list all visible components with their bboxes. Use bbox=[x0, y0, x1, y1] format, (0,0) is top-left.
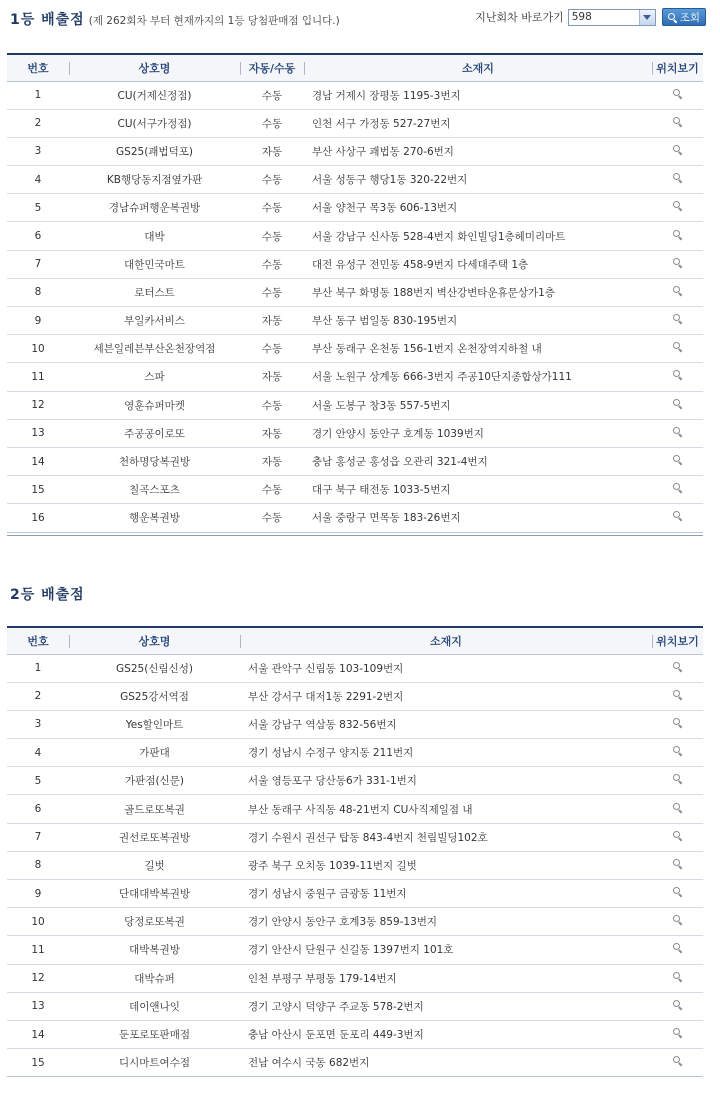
location-view-button[interactable] bbox=[652, 137, 703, 165]
pick-type: 수동 bbox=[240, 222, 304, 250]
store-address: 경기 안산시 단원구 신길동 1397번지 101호 bbox=[240, 936, 652, 964]
pick-type: 수동 bbox=[240, 166, 304, 194]
second-prize-title bbox=[10, 584, 85, 604]
store-address: 경기 성남시 중원구 금광동 11번지 bbox=[240, 880, 652, 908]
store-name: GS25강서역점 bbox=[69, 682, 240, 710]
table-row bbox=[7, 166, 703, 194]
table-row bbox=[7, 504, 703, 532]
store-name: CU(거제신정점) bbox=[69, 81, 240, 109]
magnifier-icon[interactable] bbox=[673, 511, 683, 521]
magnifier-icon[interactable] bbox=[673, 117, 683, 127]
location-view-button[interactable] bbox=[652, 936, 703, 964]
magnifier-icon[interactable] bbox=[673, 662, 683, 672]
store-address: 경기 안양시 동안구 호계동 1039번지 bbox=[304, 419, 652, 447]
header-map: 위치보기 bbox=[652, 627, 703, 654]
row-number: 7 bbox=[7, 250, 69, 278]
store-name: 둔포로또판매점 bbox=[69, 1020, 240, 1048]
header-addr: 소재지 bbox=[304, 54, 652, 81]
magnifier-icon[interactable] bbox=[673, 230, 683, 240]
store-name: 스파 bbox=[69, 363, 240, 391]
table-row bbox=[7, 363, 703, 391]
row-number: 9 bbox=[7, 307, 69, 335]
magnifier-icon[interactable] bbox=[673, 258, 683, 268]
row-number: 10 bbox=[7, 335, 69, 363]
magnifier-icon[interactable] bbox=[673, 746, 683, 756]
store-name: 대박슈퍼 bbox=[69, 964, 240, 992]
first-table-bottom-rule bbox=[7, 535, 703, 536]
store-address: 서울 관악구 신림동 103-109번지 bbox=[240, 654, 652, 682]
first-prize-note: (제 262회차 부터 현재까지의 1등 당첨판매점 입니다.) bbox=[88, 15, 340, 27]
table-row bbox=[7, 194, 703, 222]
table-row bbox=[7, 222, 703, 250]
magnifier-icon[interactable] bbox=[673, 89, 683, 99]
magnifier-icon[interactable] bbox=[673, 455, 683, 465]
pick-type: 자동 bbox=[240, 307, 304, 335]
magnifier-icon[interactable] bbox=[673, 831, 683, 841]
store-name: 세븐일레븐부산온천장역점 bbox=[69, 335, 240, 363]
pick-type: 수동 bbox=[240, 81, 304, 109]
chevron-down-icon[interactable] bbox=[639, 10, 655, 25]
table-row bbox=[7, 654, 703, 682]
row-number: 12 bbox=[7, 391, 69, 419]
store-address: 부산 사상구 괘법동 270-6번지 bbox=[304, 137, 652, 165]
row-number: 4 bbox=[7, 166, 69, 194]
store-name: 가판대 bbox=[69, 739, 240, 767]
location-view-button[interactable] bbox=[652, 1020, 703, 1048]
location-view-button[interactable] bbox=[652, 504, 703, 532]
magnifier-icon[interactable] bbox=[673, 972, 683, 982]
magnifier-icon[interactable] bbox=[673, 173, 683, 183]
header-addr: 소재지 bbox=[240, 627, 652, 654]
magnifier-icon[interactable] bbox=[673, 915, 683, 925]
store-address: 부산 동래구 온천동 156-1번지 온천장역지하철 내 bbox=[304, 335, 652, 363]
row-number: 3 bbox=[7, 710, 69, 738]
table-row bbox=[7, 250, 703, 278]
magnifier-icon[interactable] bbox=[673, 201, 683, 211]
location-view-button[interactable] bbox=[652, 109, 703, 137]
store-address: 서울 강남구 역삼동 832-56번지 bbox=[240, 710, 652, 738]
store-address: 경기 고양시 덕양구 주교동 578-2번지 bbox=[240, 992, 652, 1020]
store-address: 인천 서구 가정동 527-27번지 bbox=[304, 109, 652, 137]
location-view-button[interactable] bbox=[652, 250, 703, 278]
store-address: 경남 거제시 장평동 1195-3번지 bbox=[304, 81, 652, 109]
row-number: 15 bbox=[7, 1049, 69, 1077]
store-name: 칠곡스포츠 bbox=[69, 476, 240, 504]
row-number: 4 bbox=[7, 739, 69, 767]
magnifier-icon[interactable] bbox=[673, 427, 683, 437]
location-view-button[interactable] bbox=[652, 278, 703, 306]
pick-type: 자동 bbox=[240, 137, 304, 165]
pick-type: 수동 bbox=[240, 476, 304, 504]
location-view-button[interactable] bbox=[652, 739, 703, 767]
row-number: 5 bbox=[7, 767, 69, 795]
pick-type: 자동 bbox=[240, 419, 304, 447]
location-view-button[interactable] bbox=[652, 194, 703, 222]
pick-type: 수동 bbox=[240, 335, 304, 363]
table-row bbox=[7, 335, 703, 363]
row-number: 15 bbox=[7, 476, 69, 504]
store-address: 부산 동구 범일동 830-195번지 bbox=[304, 307, 652, 335]
table-row bbox=[7, 964, 703, 992]
location-view-button[interactable] bbox=[652, 880, 703, 908]
table-row bbox=[7, 851, 703, 879]
table-row bbox=[7, 307, 703, 335]
location-view-button[interactable] bbox=[652, 307, 703, 335]
pick-type: 수동 bbox=[240, 504, 304, 532]
magnifier-icon[interactable] bbox=[673, 1028, 683, 1038]
magnifier-icon[interactable] bbox=[673, 859, 683, 869]
location-view-button[interactable] bbox=[652, 964, 703, 992]
store-name: 당정로또복권 bbox=[69, 908, 240, 936]
location-view-button[interactable] bbox=[652, 654, 703, 682]
location-view-button[interactable] bbox=[652, 81, 703, 109]
store-address: 서울 성동구 행당1동 320-22번지 bbox=[304, 166, 652, 194]
store-address: 서울 노원구 상계동 666-3번지 주공10단지종합상가111 bbox=[304, 363, 652, 391]
first-prize-title bbox=[10, 9, 340, 29]
store-address: 서울 강남구 신사동 528-4번지 화인빌딩1층헤미리마트 bbox=[304, 222, 652, 250]
store-address: 전남 여수시 국동 682번지 bbox=[240, 1049, 652, 1077]
store-name: 천하명당복권방 bbox=[69, 447, 240, 475]
table-row bbox=[7, 710, 703, 738]
row-number: 1 bbox=[7, 654, 69, 682]
store-address: 대구 북구 태전동 1033-5번지 bbox=[304, 476, 652, 504]
store-address: 부산 북구 화명동 188번지 벽산강변타운휴문상가1층 bbox=[304, 278, 652, 306]
round-select-value: 598 bbox=[571, 11, 592, 23]
magnifier-icon[interactable] bbox=[673, 718, 683, 728]
location-view-button[interactable] bbox=[652, 419, 703, 447]
row-number: 6 bbox=[7, 222, 69, 250]
location-view-button[interactable] bbox=[652, 476, 703, 504]
location-view-button[interactable] bbox=[652, 710, 703, 738]
table-row bbox=[7, 278, 703, 306]
table-row bbox=[7, 823, 703, 851]
table-row bbox=[7, 81, 703, 109]
search-button-label: 조회 bbox=[679, 11, 700, 24]
magnifier-icon[interactable] bbox=[673, 483, 683, 493]
magnifier-icon[interactable] bbox=[673, 1000, 683, 1010]
table-row bbox=[7, 908, 703, 936]
store-address: 서울 양천구 목3동 606-13번지 bbox=[304, 194, 652, 222]
store-address: 경기 성남시 수정구 양지동 211번지 bbox=[240, 739, 652, 767]
magnifier-icon[interactable] bbox=[673, 774, 683, 784]
location-view-button[interactable] bbox=[652, 166, 703, 194]
row-number: 14 bbox=[7, 447, 69, 475]
table-row bbox=[7, 682, 703, 710]
magnifier-icon[interactable] bbox=[673, 690, 683, 700]
header-name: 상호명 bbox=[69, 54, 240, 81]
row-number: 13 bbox=[7, 419, 69, 447]
magnifier-icon[interactable] bbox=[673, 314, 683, 324]
store-name: 가판점(신문) bbox=[69, 767, 240, 795]
store-name: 권선로또복권방 bbox=[69, 823, 240, 851]
first-prize-table bbox=[7, 53, 703, 533]
row-number: 8 bbox=[7, 278, 69, 306]
store-name: 로터스트 bbox=[69, 278, 240, 306]
store-address: 충남 홍성군 홍성읍 오관리 321-4번지 bbox=[304, 447, 652, 475]
location-view-button[interactable] bbox=[652, 391, 703, 419]
row-number: 16 bbox=[7, 504, 69, 532]
store-name: 경남슈퍼행운복권방 bbox=[69, 194, 240, 222]
row-number: 2 bbox=[7, 682, 69, 710]
magnifier-icon[interactable] bbox=[673, 399, 683, 409]
store-name: 행운복권방 bbox=[69, 504, 240, 532]
past-round-label: 지난회차 바로가기 bbox=[475, 11, 564, 24]
table-row bbox=[7, 767, 703, 795]
store-name: CU(서구가정점) bbox=[69, 109, 240, 137]
row-number: 7 bbox=[7, 823, 69, 851]
pick-type: 수동 bbox=[240, 109, 304, 137]
pick-type: 수동 bbox=[240, 250, 304, 278]
table-row bbox=[7, 739, 703, 767]
location-view-button[interactable] bbox=[652, 335, 703, 363]
search-icon bbox=[668, 13, 677, 22]
location-view-button[interactable] bbox=[652, 823, 703, 851]
row-number: 3 bbox=[7, 137, 69, 165]
second-prize-heading: 2등 배출점 bbox=[10, 587, 85, 603]
store-name: 단대대박복권방 bbox=[69, 880, 240, 908]
store-name: 부일카서비스 bbox=[69, 307, 240, 335]
store-address: 경기 안양시 동안구 호계3동 859-13번지 bbox=[240, 908, 652, 936]
store-name: Yes할인마트 bbox=[69, 710, 240, 738]
location-view-button[interactable] bbox=[652, 1049, 703, 1077]
table-row bbox=[7, 419, 703, 447]
round-select[interactable] bbox=[568, 9, 656, 26]
table-row bbox=[7, 795, 703, 823]
magnifier-icon[interactable] bbox=[673, 943, 683, 953]
row-number: 11 bbox=[7, 363, 69, 391]
store-name: 대박 bbox=[69, 222, 240, 250]
magnifier-icon[interactable] bbox=[673, 887, 683, 897]
header-no: 번호 bbox=[7, 54, 69, 81]
table-row bbox=[7, 1049, 703, 1077]
location-view-button[interactable] bbox=[652, 992, 703, 1020]
header-map: 위치보기 bbox=[652, 54, 703, 81]
store-name: GS25(신림신성) bbox=[69, 654, 240, 682]
store-address: 광주 북구 오치동 1039-11번지 길벗 bbox=[240, 851, 652, 879]
pick-type: 수동 bbox=[240, 194, 304, 222]
search-button[interactable] bbox=[662, 8, 706, 26]
store-address: 경기 수원시 권선구 탑동 843-4번지 천림빌딩102호 bbox=[240, 823, 652, 851]
magnifier-icon[interactable] bbox=[673, 145, 683, 155]
header-type: 자동/수동 bbox=[240, 54, 304, 81]
table-row bbox=[7, 1020, 703, 1048]
row-number: 10 bbox=[7, 908, 69, 936]
row-number: 12 bbox=[7, 964, 69, 992]
table-row bbox=[7, 137, 703, 165]
first-prize-heading: 1등 배출점 bbox=[10, 12, 85, 28]
magnifier-icon[interactable] bbox=[673, 286, 683, 296]
table-row bbox=[7, 992, 703, 1020]
row-number: 13 bbox=[7, 992, 69, 1020]
magnifier-icon[interactable] bbox=[673, 370, 683, 380]
pick-type: 자동 bbox=[240, 363, 304, 391]
magnifier-icon[interactable] bbox=[673, 803, 683, 813]
pick-type: 수동 bbox=[240, 391, 304, 419]
store-address: 서울 중랑구 면목동 183-26번지 bbox=[304, 504, 652, 532]
location-view-button[interactable] bbox=[652, 795, 703, 823]
row-number: 5 bbox=[7, 194, 69, 222]
location-view-button[interactable] bbox=[652, 363, 703, 391]
location-view-button[interactable] bbox=[652, 908, 703, 936]
pick-type: 자동 bbox=[240, 447, 304, 475]
location-view-button[interactable] bbox=[652, 447, 703, 475]
table-row bbox=[7, 447, 703, 475]
store-name: 대박복권방 bbox=[69, 936, 240, 964]
table-header-row bbox=[7, 54, 703, 81]
location-view-button[interactable] bbox=[652, 767, 703, 795]
store-name: 주공공이로또 bbox=[69, 419, 240, 447]
store-name: 길벗 bbox=[69, 851, 240, 879]
row-number: 8 bbox=[7, 851, 69, 879]
second-prize-table bbox=[7, 626, 703, 1077]
store-name: GS25(괘법덕포) bbox=[69, 137, 240, 165]
store-name: 대한민국마트 bbox=[69, 250, 240, 278]
row-number: 9 bbox=[7, 880, 69, 908]
table-row bbox=[7, 109, 703, 137]
row-number: 14 bbox=[7, 1020, 69, 1048]
store-name: 골드로또복권 bbox=[69, 795, 240, 823]
past-round-selector bbox=[475, 8, 706, 26]
table-row bbox=[7, 391, 703, 419]
row-number: 1 bbox=[7, 81, 69, 109]
table-row bbox=[7, 936, 703, 964]
table-header-row bbox=[7, 627, 703, 654]
store-address: 서울 영등포구 당산동6가 331-1번지 bbox=[240, 767, 652, 795]
location-view-button[interactable] bbox=[652, 851, 703, 879]
store-address: 부산 동래구 사직동 48-21번지 CU사직제일점 내 bbox=[240, 795, 652, 823]
store-name: 영훈슈퍼마켓 bbox=[69, 391, 240, 419]
store-name: 디시마트여수점 bbox=[69, 1049, 240, 1077]
row-number: 6 bbox=[7, 795, 69, 823]
location-view-button[interactable] bbox=[652, 222, 703, 250]
row-number: 11 bbox=[7, 936, 69, 964]
location-view-button[interactable] bbox=[652, 682, 703, 710]
pick-type: 수동 bbox=[240, 278, 304, 306]
store-address: 인천 부평구 부평동 179-14번지 bbox=[240, 964, 652, 992]
magnifier-icon[interactable] bbox=[673, 1056, 683, 1066]
store-address: 충남 아산시 둔포면 둔포리 449-3번지 bbox=[240, 1020, 652, 1048]
magnifier-icon[interactable] bbox=[673, 342, 683, 352]
store-address: 대전 유성구 전민동 458-9번지 다세대주택 1층 bbox=[304, 250, 652, 278]
store-address: 부산 강서구 대저1동 2291-2번지 bbox=[240, 682, 652, 710]
table-row bbox=[7, 880, 703, 908]
store-name: 데이앤나잇 bbox=[69, 992, 240, 1020]
table-row bbox=[7, 476, 703, 504]
store-address: 서울 도봉구 창3동 557-5번지 bbox=[304, 391, 652, 419]
store-name: KB행당동지점옆가판 bbox=[69, 166, 240, 194]
header-no: 번호 bbox=[7, 627, 69, 654]
header-name: 상호명 bbox=[69, 627, 240, 654]
row-number: 2 bbox=[7, 109, 69, 137]
